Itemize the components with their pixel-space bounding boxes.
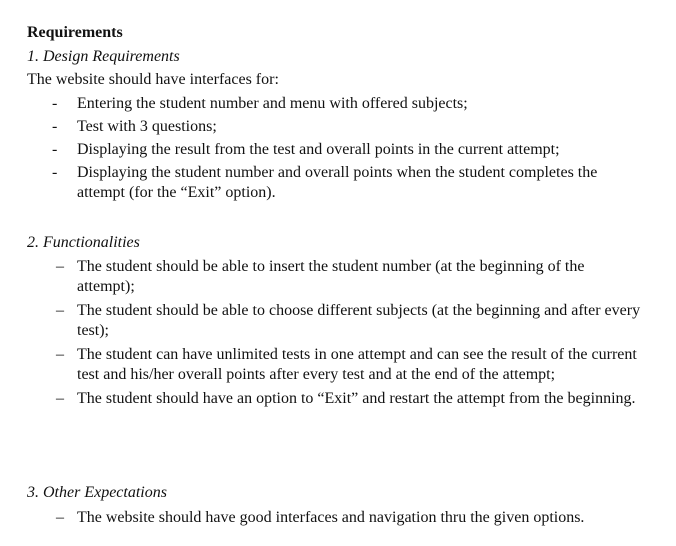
- section-intro: The website should have interfaces for:: [27, 71, 279, 88]
- dash-marker: –: [56, 509, 64, 526]
- dash-marker: –: [56, 258, 64, 275]
- list-item-text: The student should have an option to “Exit” and restart the attempt from the beginning.: [77, 390, 636, 407]
- bullet-marker: -: [52, 118, 58, 135]
- list-item-text: The student can have unlimited tests in one attempt and can see the result of the current test and his/her overall points after every test and at the end of the attempt;: [77, 346, 637, 383]
- section-title-design-requirements: 1. Design Requirements: [27, 48, 180, 65]
- design-requirements-list: [0, 94, 676, 206]
- bullet-marker: -: [52, 141, 58, 158]
- list-item: [0, 140, 676, 160]
- list-item-text: Displaying the student number and overall points when the student completes the attempt (for the “Exit” option).: [77, 164, 598, 201]
- section-title-other-expectations: 3. Other Expectations: [27, 484, 167, 501]
- section-title-functionalities: 2. Functionalities: [27, 234, 140, 251]
- list-item: [0, 163, 676, 203]
- functionalities-list: [0, 257, 676, 413]
- list-item-text: Test with 3 questions;: [77, 118, 217, 135]
- list-item: [0, 94, 676, 114]
- dash-marker: –: [56, 390, 64, 407]
- list-item: [0, 257, 676, 297]
- dash-marker: –: [56, 302, 64, 319]
- bullet-marker: -: [52, 164, 58, 181]
- bullet-marker: -: [52, 95, 58, 112]
- list-item: [0, 345, 676, 385]
- list-item-text: The student should be able to choose different subjects (at the beginning and after every test);: [77, 302, 641, 339]
- other-expectations-list: [0, 508, 676, 528]
- list-item: [0, 389, 676, 409]
- list-item: [0, 301, 676, 341]
- dash-marker: –: [56, 346, 64, 363]
- document-heading: Requirements: [27, 24, 123, 41]
- list-item-text: Entering the student number and menu with offered subjects;: [77, 95, 468, 112]
- list-item-text: Displaying the result from the test and overall points in the current attempt;: [77, 141, 560, 158]
- list-item-text: The student should be able to insert the student number (at the beginning of the attempt);: [77, 258, 585, 295]
- list-item: [0, 117, 676, 137]
- list-item-text: The website should have good interfaces and navigation thru the given options.: [77, 509, 585, 526]
- list-item: [0, 508, 676, 528]
